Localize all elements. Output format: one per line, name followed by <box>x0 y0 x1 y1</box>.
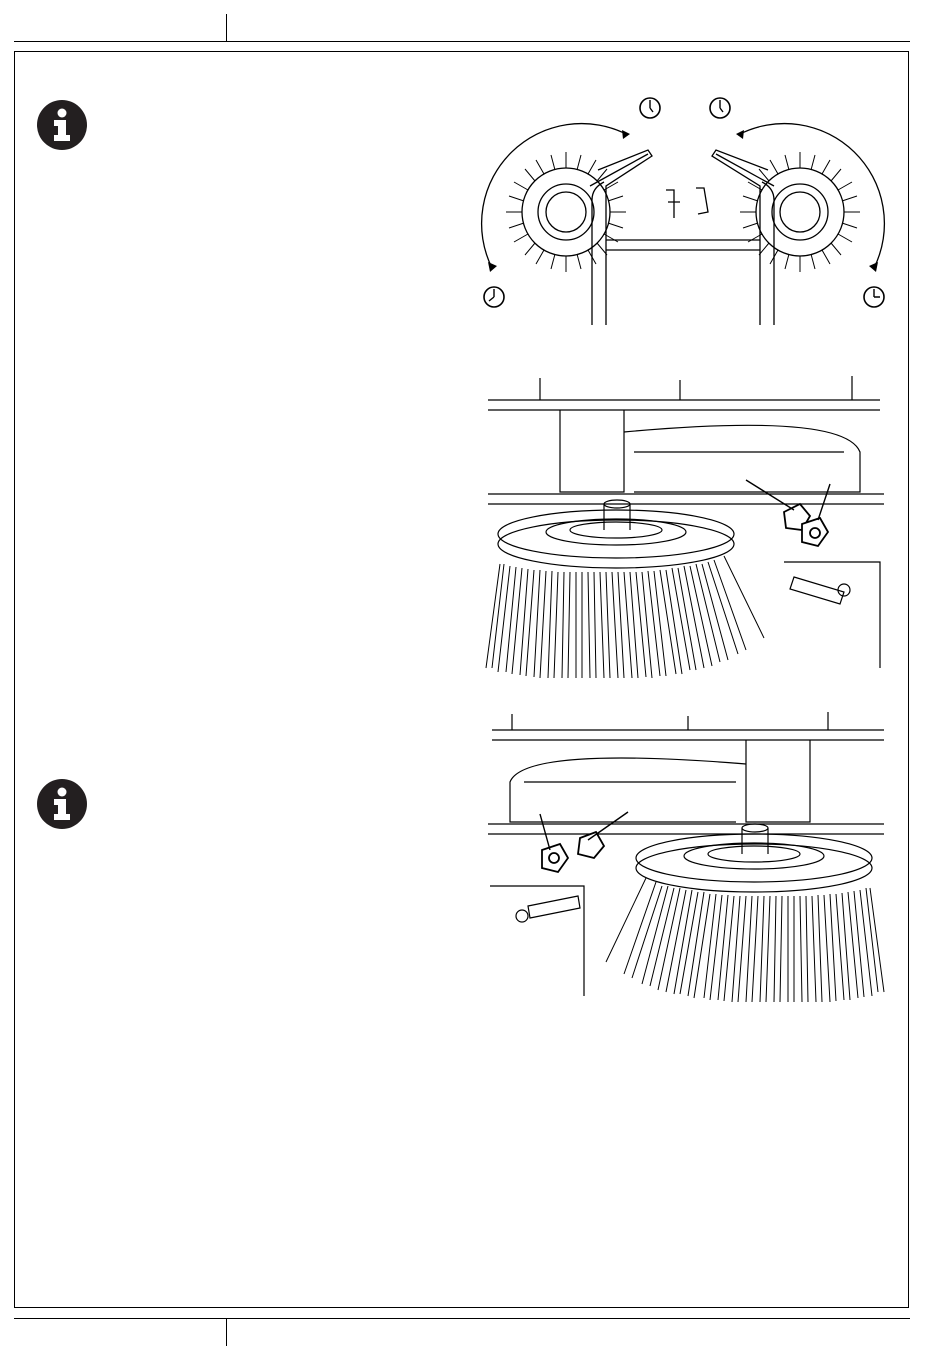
page-header <box>14 14 910 42</box>
header-divider <box>226 14 227 42</box>
info-icon <box>36 99 88 151</box>
side-brush-rotation-figure <box>470 90 900 325</box>
page-footer <box>14 1319 910 1347</box>
side-brush-left-adjust-knobs-figure <box>484 710 888 1010</box>
info-icon <box>36 778 88 830</box>
side-brush-right-adjust-knobs-figure <box>484 372 888 682</box>
header-rule <box>14 41 910 42</box>
